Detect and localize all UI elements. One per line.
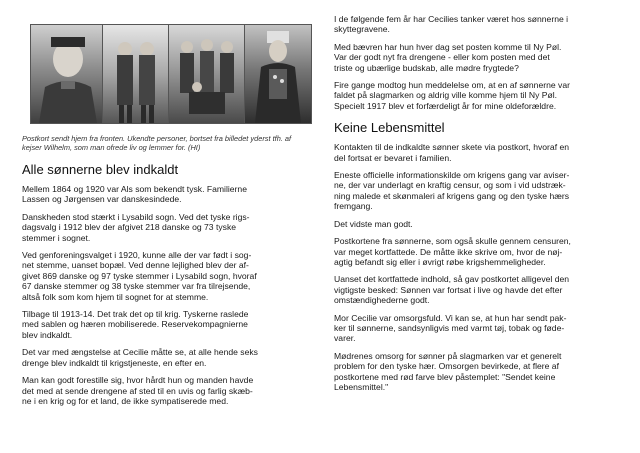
paragraph: Danskheden stod stærkt i Lysabild sogn. Ved det tyske rigs- dagsvalg i 1912 blev der afgivet 218 danske og 73 tyske stemmer i sognet. (22, 211, 250, 243)
section-heading-sons-called-up: Alle sønnerne blev indkaldt (22, 162, 179, 177)
paragraph: Med bævren har hun hver dag set posten komme til Ny Pøl. Var der godt nyt fra drengene - eller kom posten med det triste og ubærlige budskab, alle mødre frygtede? (334, 41, 562, 73)
paragraph: Postkortene fra sønnerne, som også skulle gennem censuren, var meget kortfattede. De måtte ikke skrive om, hvor de nøj- agtig befandt sig eller i øvrigt røbe krigshemmeligheder. (334, 236, 571, 267)
right-column (334, 14, 624, 399)
photo-two-soldiers (102, 24, 170, 124)
paragraph: Kontakten til de indkaldte sønner skete via postkort, hvoraf en del fortsat er bevaret i familien. (334, 142, 570, 163)
photo-caption: Postkort sendt hjem fra fronten. Ukendte personer, bortset fra billedet yderst tfh. af kejser Wilhelm, som man ofrede liv og lemmer for. (HI) (22, 134, 292, 152)
paragraph: I de følgende fem år har Cecilies tanker været hos sønnerne i skyttegravene. (334, 14, 569, 35)
paragraph: Mor Cecilie var omsorgsfuld. Vi kan se, at hun har sendt pak- ker til sønnerne, sandsynligvis med varmt tøj, tobak og føde- varer. (334, 312, 567, 344)
photo-kaiser-wilhelm (244, 24, 312, 124)
paragraph: Fire gange modtog hun meddelelse om, at en af sønnerne var faldet på slagmarken og aldrig ville komme hjem til Ny Pøl. Specielt 1917 blev et forfærdeligt år for mine oldeforældre. (334, 80, 570, 111)
photo-soldier-portrait (30, 24, 106, 124)
paragraph: Det vidste man godt. (334, 218, 413, 229)
left-column (22, 18, 312, 413)
paragraph: Man kan godt forestille sig, hvor hårdt hun og manden havde det med at sende drengene af sted til en uvis og farlig skæb- ne i en krig og for et land, de ikke sympatiserede med. (22, 375, 254, 406)
paragraph: Tilbage til 1913-14. Det trak det op til krig. Tyskerne raslede med sablen og hæren mobiliserede. Reservekompagnierne blev indkaldt. (22, 309, 249, 340)
paragraph: Det var med ængstelse at Cecilie måtte se, at alle hende seks drenge blev indkaldt til krigstjeneste, en efter en. (22, 347, 258, 368)
section-heading-keine-lebensmittel: Keine Lebensmittel (334, 120, 445, 136)
photo-strip (30, 18, 312, 128)
paragraph: Mødrenes omsorg for sønner på slagmarken var et generelt problem for den tyske hær. Omsorgen bevirkede, at flere af postkortene med rød farve blev påstemplet: "Sendet keine Lebensmittel." (334, 350, 562, 392)
paragraph: Uanset det kortfattede indhold, så gav postkortet alligevel den vigtigste besked: Sønnen var fortsat i live og havde det efter omstændighederne godt. (334, 274, 570, 306)
paragraph: Ved genforeningsvalget i 1920, kunne alle der var født i sog- net stemme, uanset bopæl. Ved denne lejlighed blev der af- givet 869 danske og 97 tyske stemmer i Lysabild sogn, hvoraf 67 danske stemmer og 38 tyske stemmer var fra tilrejsende, altså folk som kom hjem til sognet for at stemme. (22, 250, 257, 302)
paragraph: Mellem 1864 og 1920 var Als som bekendt tysk. Familierne Lassen og Jørgensen var danskesindede. (22, 184, 247, 205)
photo-group-of-soldiers (168, 24, 246, 124)
paragraph: Eneste officielle informationskilde om krigens gang var aviser- ne, der var underlagt en kraftig censur, og som i vid udstræk- ning malede et skønmaleri af krigens gang og den tyske hærs fremgang. (334, 170, 570, 212)
